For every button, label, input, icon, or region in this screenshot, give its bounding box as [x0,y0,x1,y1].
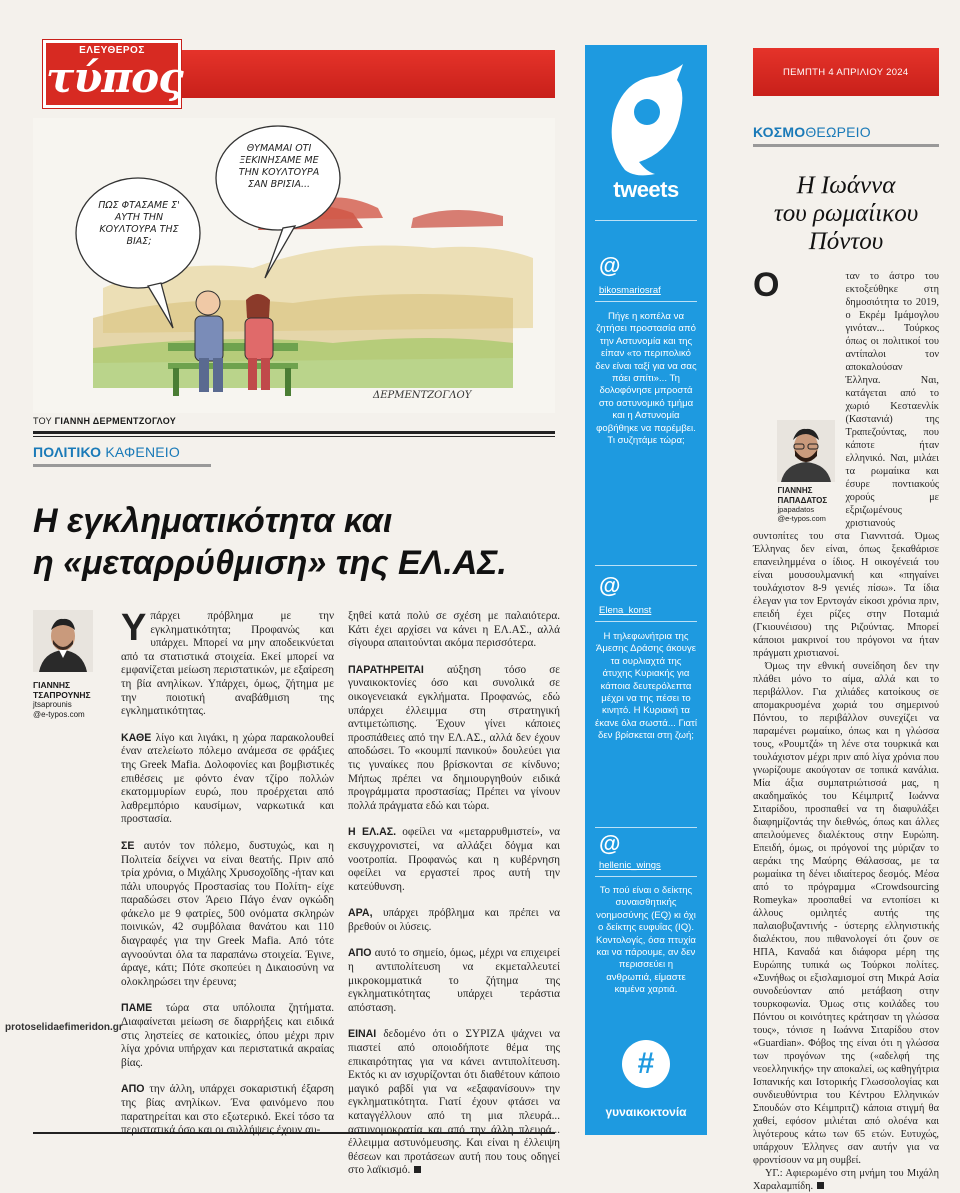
logo-main-text: τύπος [46,53,183,102]
tweet-divider [595,827,697,828]
article-kicker [33,444,180,460]
tweet-divider [595,565,697,566]
paragraph-text: την άλλη, υπάρχει σοκαριστική έξαρση της βίας ανηλίκων. Ένα φαινόμενο που παρατηρείται και στο εξωτερικό. Εκεί τόσο τα περιστατικά όσο και οι συλλήψεις έχουν αυ- [121,1083,334,1137]
right-kicker [753,124,871,140]
paragraph-text: ΥΓ.: Αφιερωμένο στη μνήμη του Μιχάλη Χαραλαμπίδη. [753,1168,939,1192]
at-icon: @ [599,831,621,856]
paragraph-lead: ΕΙΝΑΙ [348,1028,377,1041]
headline-line-1: Η Ιωάννα [796,172,896,199]
paragraph [753,660,939,1167]
tweet-text: Πήγε η κοπέλα να ζητήσει προστασία από την Αστυνομία και της είπαν «το περιπολικό δεν είναι ταξί για να σας πάει σπίτι»... Τη δολοφόνησε μπροστά στο αστυνομικό τμήμα και η Αστυνομία φοβήθηκε να παρέμβει. Τι συζητάμε τώρα; [595,311,697,447]
author-first-name: ΓΙΑΝΝΗΣ [777,486,813,495]
cartoon-credit [33,416,176,426]
right-column [753,48,939,1192]
paragraph [348,907,560,934]
paragraph-lead: ΣΕ [121,839,135,852]
paragraph [348,1028,560,1178]
hashtag-icon: # [622,1040,670,1088]
kicker-underline [753,144,939,147]
paragraph [121,607,334,719]
author-handle: jtsaprounis [33,700,72,709]
paragraph [348,664,560,814]
paragraph-text: οφείλει να «μεταρρυθμιστεί», να εκσυγχρονιστεί, να αλλάξει δόγμα και νοοτροπία. Προφανώς και η κυβέρνηση οφείλει να εργαστεί προς αυτή την κατεύθυνση. [348,826,560,893]
headline-line-1: Η εγκληματικότητα και [33,502,393,540]
end-mark [414,1166,421,1173]
paragraph-text: ξηθεί κατά πολύ σε σχέση με παλαιότερα. Κάτι έχει αρχίσει να κάνει η ΕΛ.ΑΣ., αλλά σίγουρα απαιτούνται ακόμα περισσότερα. [348,610,560,650]
headline-line-2: του ρωμαίικου [773,200,919,227]
tweet-handle[interactable]: hellenic_wings [599,860,661,871]
paragraph-lead: Η ΕΛ.ΑΣ. [348,826,397,839]
paragraph-text: αυτό το σημείο, όμως, μέχρι να επιχειρεί η αντιπολίτευση να εκμεταλλευτεί μικροκομματικά το ζήτημα της εγκληματικότητας υπάρχει τεράστια απόσταση. [348,947,561,1014]
at-icon: @ [599,573,621,598]
date-bar [753,48,939,96]
paragraph [121,840,334,990]
paragraph [348,947,560,1015]
author-contact[interactable] [777,505,839,523]
tweet-divider [595,220,697,221]
tweet-divider [595,621,697,622]
tweet-divider [595,301,697,302]
cartoon-credit-prefix: ΤΟΥ [33,416,52,426]
author-name [777,486,839,505]
author-email: @e-typos.com [777,514,826,523]
cartoon-bubble-left-text: ΠΩΣ ΦΤΑΣΑΜΕ Σ' ΑΥΤΗ ΤΗΝ ΚΟΥΛΤΟΥΡΑ ΤΗΣ ΒΙΑΣ; [98,200,180,247]
kicker-regular: ΚΑΦΕΝΕΙΟ [105,444,180,460]
masthead [33,40,555,108]
logo-top-text: ΕΛΕΥΘΕΡΟΣ [79,45,145,56]
author-email: @e-typos.com [33,710,85,719]
right-byline [777,420,839,523]
paragraph-lead: ΑΠΟ [348,947,372,960]
left-column [33,40,561,1177]
cartoon-signature: ΔΕΡΜΕΝΤΖΟΓΛΟΥ [373,390,472,401]
paragraph-text: αύξηση τόσο σε γυναικοκτονίες όσο και συνολικά σε οικογενειακά εγκλήματα. Προφανώς, εδώ υπάρχει έλλειμμα στη στρατηγική αντιμετώπισης. Έχουν γίνει κάποιες προσπάθειες από την ΕΛ.ΑΣ., αλλά δεν έχουν αποδώσει. Το «κουμπί πανικού» δουλεύει για τις γυναίκες που βρίσκονται σε κίνδυνο; Μήπως πρέπει να δημιουργηθούν ειδικά προγράμματα προστασίας; Πρέπει να γίνουν πολλά πράγματα εδώ και τώρα. [348,663,560,812]
author-photo [33,610,93,672]
paragraph-text: δεδομένο ότι ο ΣΥΡΙΖΑ ψάχνει να πιαστεί από οποιοδήποτε θέμα της επικαιρότητας για να κάνει αντιπολίτευση. Εκτός κι αν ισχυρίζονται ότι διαθέτουν κάποιο μαγικό ραβδί για να «εξαφανίσουν» την εγκληματικότητα. Γιατί έχουν φτάσει να καταγγέλλουν από τη μια πλευρά... αστυνομοκρατία και από την άλλη πλευρά... έλλειμμα αστυνόμευσης. Και είναι η έλλειψη θέσεων και προτάσεων αυτή που τους οδηγεί στο λαϊκισμό. [348,1028,561,1177]
tweets-title: tweets [613,177,679,202]
paragraph [753,1167,939,1193]
paragraph-text: υπάρχει πρόβλημα και πρέπει να βρεθούν οι λύσεις. [348,907,560,933]
kicker-bold: ΠΟΛΙΤΙΚΟ [33,444,102,460]
author-handle: jpapadatos [777,505,815,514]
paragraph-text: τώρα στα υπόλοιπα ζητήματα. Διαφαίνεται μείωση σε διαρρήξεις και ειδικά στις ληστείες σε κατοικίες, όπου μέχρι πριν λίγα χρόνια υπήρχαν και περιστατικά ακραίας βίας. [121,1002,334,1069]
paragraph [121,1002,334,1070]
paragraph-lead: ΑΠΟ [121,1083,145,1096]
paragraph [753,266,939,660]
right-headline[interactable] [753,172,939,256]
tweet-handle[interactable]: Elena_konst [599,605,652,616]
masthead-red-bar [173,50,555,98]
author-contact[interactable] [33,700,113,720]
issue-date: ΠΕΜΠΤΗ 4 ΑΠΡΙΛΙΟΥ 2024 [783,67,909,78]
tweets-column [585,45,707,1135]
paragraph [348,826,560,894]
article-byline [33,610,113,720]
author-photo [777,420,835,482]
section-divider [33,431,555,437]
tweet-text: Το πού είναι ο δείκτης συναισθητικής νοημοσύνης (EQ) κι όχι ο δείκτης ευφυΐας (IQ). Κοντολογίς, όσα πτυχία και να πάρουμε, αν δεν περισσεύει η ανθρωπιά, είμαστε καμένα χαρτιά. [596,885,696,996]
paragraph [121,732,334,827]
headline-line-2: η «μεταρρύθμιση» της ΕΛ.ΑΣ. [33,544,507,582]
kicker-underline [33,464,211,467]
cartoon-credit-name: ΓΙΑΝΝΗ ΔΕΡΜΕΝΤΖΟΓΛΟΥ [54,416,177,426]
author-name [33,680,113,700]
source-watermark[interactable]: protoselidaefimeridon.gr [5,1022,123,1033]
article-column-1 [121,607,335,1151]
newspaper-logo[interactable] [43,40,181,108]
drop-cap: Ο [753,266,780,304]
article-headline[interactable] [33,500,555,584]
author-first-name: ΓΙΑΝΝΗΣ [33,680,71,690]
paragraph-lead: ΚΑΘΕ [121,731,152,744]
at-icon: @ [599,253,621,278]
bottom-rule [33,1132,555,1136]
kicker-regular: ΘΕΩΡΕΙΟ [805,124,871,140]
paragraph-lead: ΠΑΜΕ [121,1002,153,1015]
paragraph-text: ταν το άστρο του εκτοξεύθηκε στη δημοσιότητα το 2019, ο Εκρέμ Ιμάμογλου γινόταν... Τούρκος όπως οι πολιτικοί του αντίπαλοι τον αποκαλούσαν Έλληνα. Ναι, κατάγεται από το χωριό Κεσταενλίκ (Καστανιά) της Τραπεζούντας, που κάποτε ήταν ελληνικό. Ναι, μιλάει τα ρωμαίικα και έσυρε ποντιακούς χορούς με εξριζωμένους χριστιανούς συντοπίτες του στα Γιαννιτσά. Όμως Έλληνας δεν είναι, όπως ξεκαθάρισε επανειλημμένα ο ίδιος. Η οικογένειά του είναι μουσουλμανική και «πηγαίνει τουλάχιστον 8-9 γενιές πίσω». Τα ίδια έλεγαν για τον Ερντογάν είκοσι χρόνια πριν, επειδή έχει ρίζες στην Ποταμιά (Γκιουνέισου) της Ριζούντας. Μπορεί κάποιοι μακρινοί του πρόγονοι να ήταν πράγματι χριστιανοί. [753,271,939,659]
cartoon [33,118,555,413]
end-mark [817,1182,824,1189]
paragraph [121,1083,334,1137]
headline-line-3: Πόντου [808,228,884,255]
paragraph-text: Όμως την εθνική συνείδηση δεν την πλάθει μόνο το αίμα, αλλά και το περιβάλλον. Για χιλιάδες κατοίκους σε απομακρυσμένα χωριά του σημερινού Πόντου, το περιβάλλον συνεχίζει να παραμένει ρωμαίικο, όπως και η γλώσσα τους, «Ρουμτζά» τη λένε στα τουρκικά και τουλάχιστον μέχρι πριν από λίγα χρόνια που γνωρίζουμε ακούγοταν σε τοπικά κανάλια. Μία άξια συμπατριώτισσά μας, η ακαδημαϊκός του Κέιμπριτζ Ιωάννα Σιταρίδου, προσπαθεί να τη διαφυλάξει διαφημίζοντάς την διεθνώς, όπως και άλλες απειλούμενες διαλέκτους στην Ευρώπη. Επειδή, όμως, οι πρόγονοί της μύριζαν το αεράκι της Μαύρης Θάλασσας, με τα ρωμαίικα τη δένει ιδιαίτερος δεσμός. Μέσα από το πρόγραμμα «Crowdsourcing Romeyka» προσπαθεί να εντοπίσει κι άλλους ομιλητές αυτής της παλαιοβυζαντινής - ύστερης ελληνιστικής διαλέκτου, που πιθανολογεί ότι ζουν σε ΗΠΑ, Καναδά και διάφορα μέρη της Ευρώπης τυπικά ως Τούρκοι πολίτες. «Συνήθως οι εξισλαμισμοί στη Μικρά Ασία συνοδεύονταν από μετάβαση στην τουρκοφωνία. Όμως στις κοιλάδες του Πόντου οι κοινότητες κράτησαν τη γλώσσα τους», τόνισε η Ιωάννα Σιταρίδου στον «Guardian». Φόβος της είναι ότι η γλώσσα των προγόνων της («αδελφή της νεοελληνικής» την αποκαλεί, ως καθηγήτρια Ισπανικής και Ιστορικής Γλωσσολογίας και συνδιευθύντρια του Κέντρου Ελληνικών Σπουδών στο Κέιμπριτζ) κάποια στιγμή θα χαθεί, εφόσον μιλιέται από ολοένα και λιγότερους κάτω των 65 ετών. Ευτυχώς, υπάρχουν Έλληνες σαν αυτήν για να φροντίσουν να μη συμβεί. [753,661,939,1166]
right-article-body [753,266,939,1193]
paragraph-lead: ΠΑΡΑΤΗΡΕΙΤΑΙ [348,663,424,676]
tweet-divider [595,876,697,877]
paragraph-lead: ΑΡΑ, [348,907,373,920]
tweet-text: Η τηλεφωνήτρια της Άμεσης Δράσης άκουγε τα ουρλιαχτά της άτυχης Κυριακής για κάποια δευτερόλεπτα μέχρι να της πέσει το κινητό. Η Κυριακή τα έκανε όλα σωστά... Γιατί δεν βρίσκεται στη ζωή; [595,631,697,742]
author-last-name: ΠΑΠΑΔΑΤΟΣ [777,495,828,505]
author-last-name: ΤΣΑΠΡΟΥΝΗΣ [33,690,91,700]
drop-cap: Υ [121,607,147,649]
tweet-handle[interactable]: bikosmariosraf [599,285,661,296]
paragraph-text: αυτόν τον πόλεμο, δυστυχώς, και η Πολιτεία δείχνει να είναι θεατής. Πριν από τρία χρόνια, ο Μιχάλης Χρυσοχοΐδης -ήταν και πάλι υπουργός Προστασίας του Πολίτη- είχε παραδώσει στον Άρειο Πάγο έναν ογκώδη φάκελο με 9 φατρίες, 500 ονόματα σκληρών ποινικών, 42 συμβόλαια θανάτου και 110 διαγραφές για την Greek Mafia. Από τότε αγνοούνται όλα τα παραπάνω στοιχεία. Έγινε, άραγε, κάτι; Πότε σκοπεύει η Δικαιοσύνη να ολοκληρώσει την έρευνα; [121,839,334,988]
paragraph-text: λίγο και λιγάκι, η χώρα παρακολουθεί έναν ατελείωτο πόλεμο ανάμεσα σε φράξιες της Greek Mafia. Δολοφονίες και βομβιστικές επιθέσεις με φόντο έναν τζίρο πολλών εκατομμυρίων ευρώ, που προέρχεται από λαθρεμπόριο καυσίμων, ναρκωτικά και προστασία. [121,731,335,826]
cartoon-bubble-right-text: ΘΥΜΑΜΑΙ ΟΤΙ ΞΕΚΙΝΗΣΑΜΕ ΜΕ ΤΗΝ ΚΟΥΛΤΟΥΡΑ ΣΑΝ ΒΡΙΣΙΑ... [238,143,320,190]
article-column-2 [348,610,560,1191]
paragraph-text: πάρχει πρόβλημα με την εγκληματικότητα; Προφανώς και υπάρχει. Μπορεί να μην αποδεικνύεται από τα στατιστικά στοιχεία. Εκεί μπορεί να εμφανίζεται μείωση περιστατικών, με εξαίρεση τη βία ανηλίκων. Υπάρχει, όμως, ζήτημα με την ποιοτική αναβάθμιση της εγκληματικότητας. [121,610,334,718]
tweet-hashtag[interactable]: γυναικοκτονία [605,1105,687,1119]
paragraph [348,610,560,651]
kicker-bold: ΚΟΣΜΟ [753,124,806,140]
